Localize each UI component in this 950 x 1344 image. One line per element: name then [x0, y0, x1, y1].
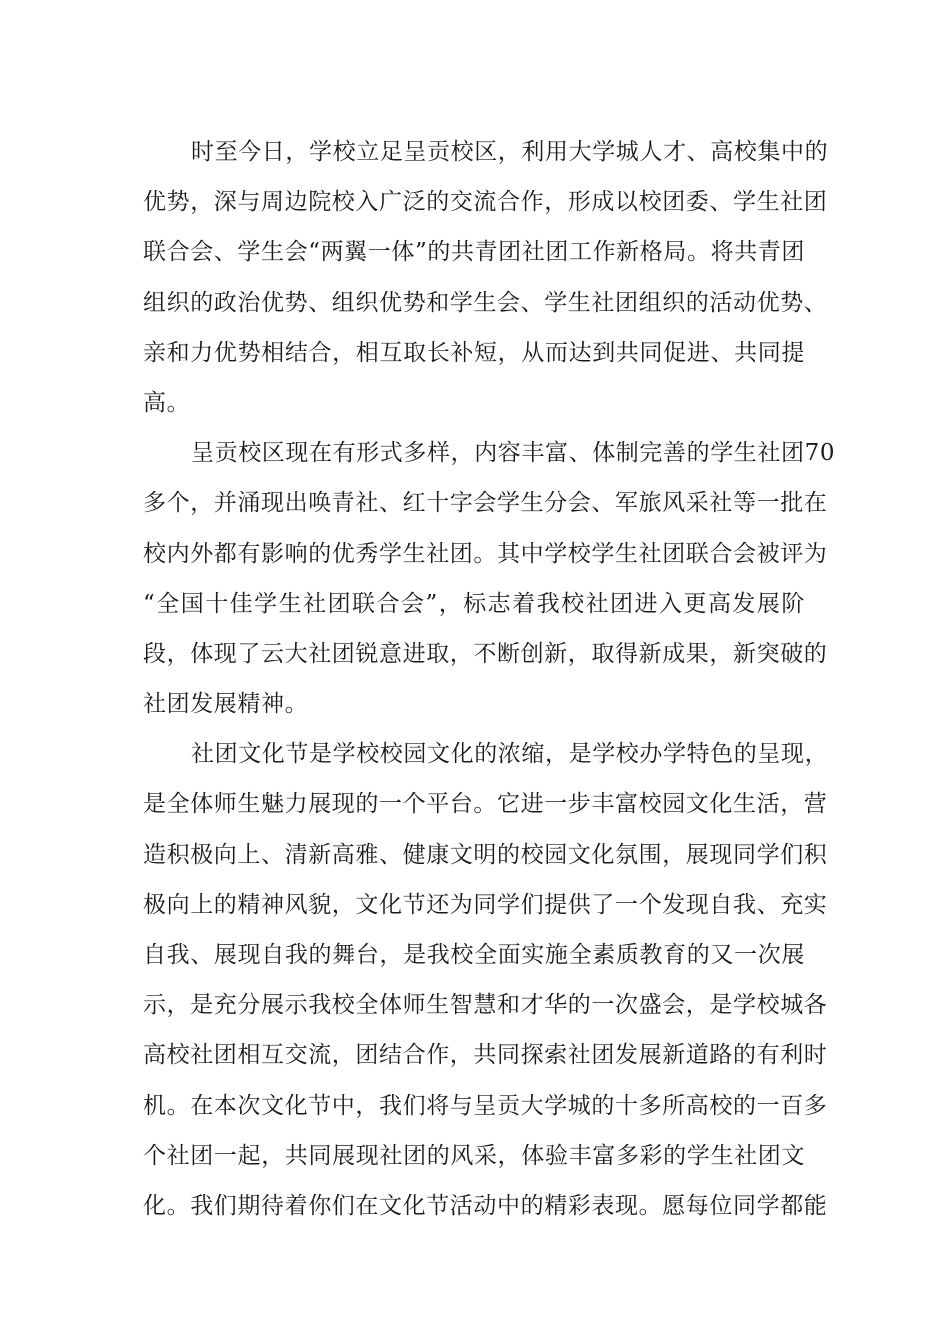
- paragraph-1-line-1: 时至今日，学校立足呈贡校区，利用大学城人才、高校集中的: [191, 139, 829, 165]
- paragraph-3-line-7: 高校社团相互交流，团结合作，共同探索社团发展新道路的有利时: [143, 1042, 828, 1069]
- paragraph-3-line-5: 自我、展现自我的舞台，是我校全面实施全素质教育的又一次展: [143, 942, 805, 968]
- paragraph-1-line-3: 联合会、学生会“两翼一体”的共青团社团工作新格局。将共青团: [143, 239, 805, 266]
- paragraph-2-line-4: “全国十佳学生社团联合会”，标志着我校社团进入更高发展阶: [143, 590, 805, 617]
- paragraph-3-line-2: 是全体师生魅力展现的一个平台。它进一步丰富校园文化生活，营: [143, 791, 828, 818]
- paragraph-3-line-6: 示，是充分展示我校全体师生智慧和才华的一次盛会，是学校城各: [143, 992, 828, 1019]
- paragraph-3-line-10: 化。我们期待着你们在文化节活动中的精彩表现。愿每位同学都能: [143, 1192, 828, 1219]
- paragraph-1-line-6: 高。: [143, 389, 191, 416]
- paragraph-3-line-1: 社团文化节是学校校园文化的浓缩，是学校办学特色的呈现，: [191, 741, 829, 768]
- paragraph-3-line-9: 个社团一起，共同展现社团的风采，体验丰富多彩的学生社团文: [143, 1142, 805, 1169]
- paragraph-1-line-4: 组织的政治优势、组织优势和学生会、学生社团组织的活动优势、: [143, 289, 828, 316]
- paragraph-3-line-8: 机。在本次文化节中，我们将与呈贡大学城的十多所高校的一百多: [143, 1092, 828, 1119]
- paragraph-3-line-4: 极向上的精神风貌，文化节还为同学们提供了一个发现自我、充实: [143, 891, 828, 918]
- paragraph-2-line-6: 社团发展精神。: [143, 691, 309, 718]
- paragraph-2-line-3: 校内外都有影响的优秀学生社团。其中学校学生社团联合会被评为: [143, 540, 828, 567]
- document-body: [143, 127, 836, 1231]
- paragraph-2-line-1: 呈贡校区现在有形式多样，内容丰富、体制完善的学生社团70: [191, 440, 836, 467]
- paragraph-1-line-5: 亲和力优势相结合，相互取长补短，从而达到共同促进、共同提: [143, 339, 805, 366]
- paragraph-2-line-2: 多个，并涌现出唤青社、红十字会学生分会、军旅风采社等一批在: [143, 490, 828, 517]
- paragraph-1-line-2: 优势，深与周边院校入广泛的交流合作，形成以校团委、学生社团: [143, 189, 828, 216]
- paragraph-3-line-3: 造积极向上、清新高雅、健康文明的校园文化氛围，展现同学们积: [143, 841, 828, 868]
- paragraph-2-line-5: 段，体现了云大社团锐意进取，不断创新，取得新成果，新突破的: [143, 640, 828, 667]
